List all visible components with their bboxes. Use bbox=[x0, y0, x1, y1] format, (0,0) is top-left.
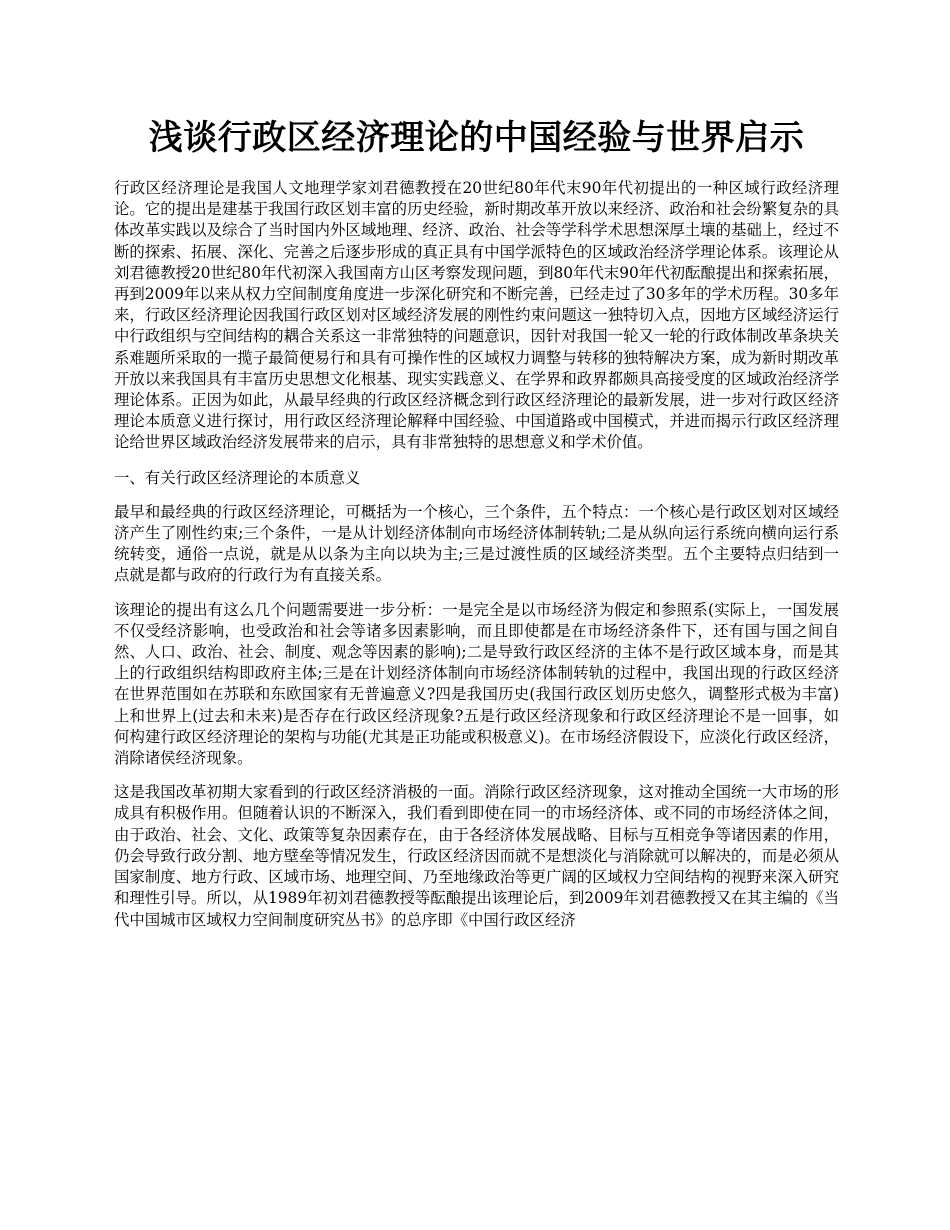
body-paragraph: 这是我国改革初期大家看到的行政区经济消极的一面。消除行政区经济现象，这对推动全国统一大市场的形成具有积极作用。但随着认识的不断深入，我们看到即使在同一的市场经济体、或不同的市场经济体之间，由于政治、社会、文化、政策等复杂因素存在，由于各经济体发展战略、目标与互相竞争等诸因素的作用，仍会导致行政分割、地方壁垒等情况发生，行政区经济因而就不是想淡化与消除就可以解决的，而是必须从国家制度、地方行政、区域市场、地理空间、乃至地缘政治等更广阔的区域权力空间结构的视野来深入研究和理性引导。所以，从1989年初刘君德教授等酝酿提出该理论后，到2009年刘君德教授又在其主编的《当代中国城市区域权力空间制度研究丛书》的总序即《中国行政区经济 bbox=[114, 783, 839, 929]
body-paragraph: 行政区经济理论是我国人文地理学家刘君德教授在20世纪80年代末90年代初提出的一种区域行政经济理论。它的提出是建基于我国行政区划丰富的历史经验，新时期改革开放以来经济、政治和社会纷繁复杂的具体改革实践以及综合了当时国内外区域地理、经济、政治、社会等学科学术思想深厚土壤的基础上，经过不断的探索、拓展、深化、完善之后逐步形成的真正具有中国学派特色的区域政治经济学理论体系。该理论从刘君德教授20世纪80年代初深入我国南方山区考察发现问题，到80年代末90年代初酝酿提出和探索拓展，再到2009年以来从权力空间制度角度进一步深化研究和不断完善，已经走过了30多年的学术历程。30多年来，行政区经济理论因我国行政区划对区域经济发展的刚性约束问题这一独特切入点，因地方区域经济运行中行政组织与空间结构的耦合关系这一非常独特的问题意识，因针对我国一轮又一轮的行政体制改革条块关系难题所采取的一揽子最简便易行和具有可操作性的区域权力调整与转移的独特解决方案，成为新时期改革开放以来我国具有丰富历史思想文化根基、现实实践意义、在学界和政界都颇具高接受度的区域政治经济学理论体系。正因为如此，从最早经典的行政区经济概念到行政区经济理论的最新发展，进一步对行政区经济理论本质意义进行探讨，用行政区经济理论解释中国经验、中国道路或中国模式，并进而揭示行政区经济理论给世界区域政治经济发展带来的启示，具有非常独特的思想意义和学术价值。 bbox=[114, 179, 839, 452]
document-title: 浅谈行政区经济理论的中国经验与世界启示 bbox=[148, 118, 805, 158]
document-page bbox=[114, 108, 839, 931]
section-heading: 一、有关行政区经济理论的本质意义 bbox=[114, 468, 361, 487]
body-paragraph: 最早和最经典的行政区经济理论，可概括为一个核心，三个条件，五个特点：一个核心是行政区划对区域经济产生了刚性约束;三个条件，一是从计划经济体制向市场经济体制转轨;二是从纵向运行系统向横向运行系统转变，通俗一点说，就是从以条为主向以块为主;三是过渡性质的区域经济类型。五个主要特点归结到一点就是都与政府的行政行为有直接关系。 bbox=[114, 502, 839, 585]
body-paragraph: 该理论的提出有这么几个问题需要进一步分析：一是完全是以市场经济为假定和参照系(实际上，一国发展不仅受经济影响，也受政治和社会等诸多因素影响，而且即使都是在市场经济条件下，还有国与国之间自然、人口、政治、社会、制度、观念等因素的影响);二是导致行政区经济的主体不是行政区域本身，而是其上的行政组织结构即政府主体;三是在计划经济体制向市场经济体制转轨的过程中，我国出现的行政区经济在世界范围如在苏联和东欧国家有无普遍意义?四是我国历史(我国行政区划历史悠久，调整形式极为丰富)上和世界上(过去和未来)是否存在行政区经济现象?五是行政区经济现象和行政区经济理论不是一回事，如何构建行政区经济理论的架构与功能(尤其是正功能或积极意义)。在市场经济假设下，应淡化行政区经济，消除诸侯经济现象。 bbox=[114, 600, 839, 768]
